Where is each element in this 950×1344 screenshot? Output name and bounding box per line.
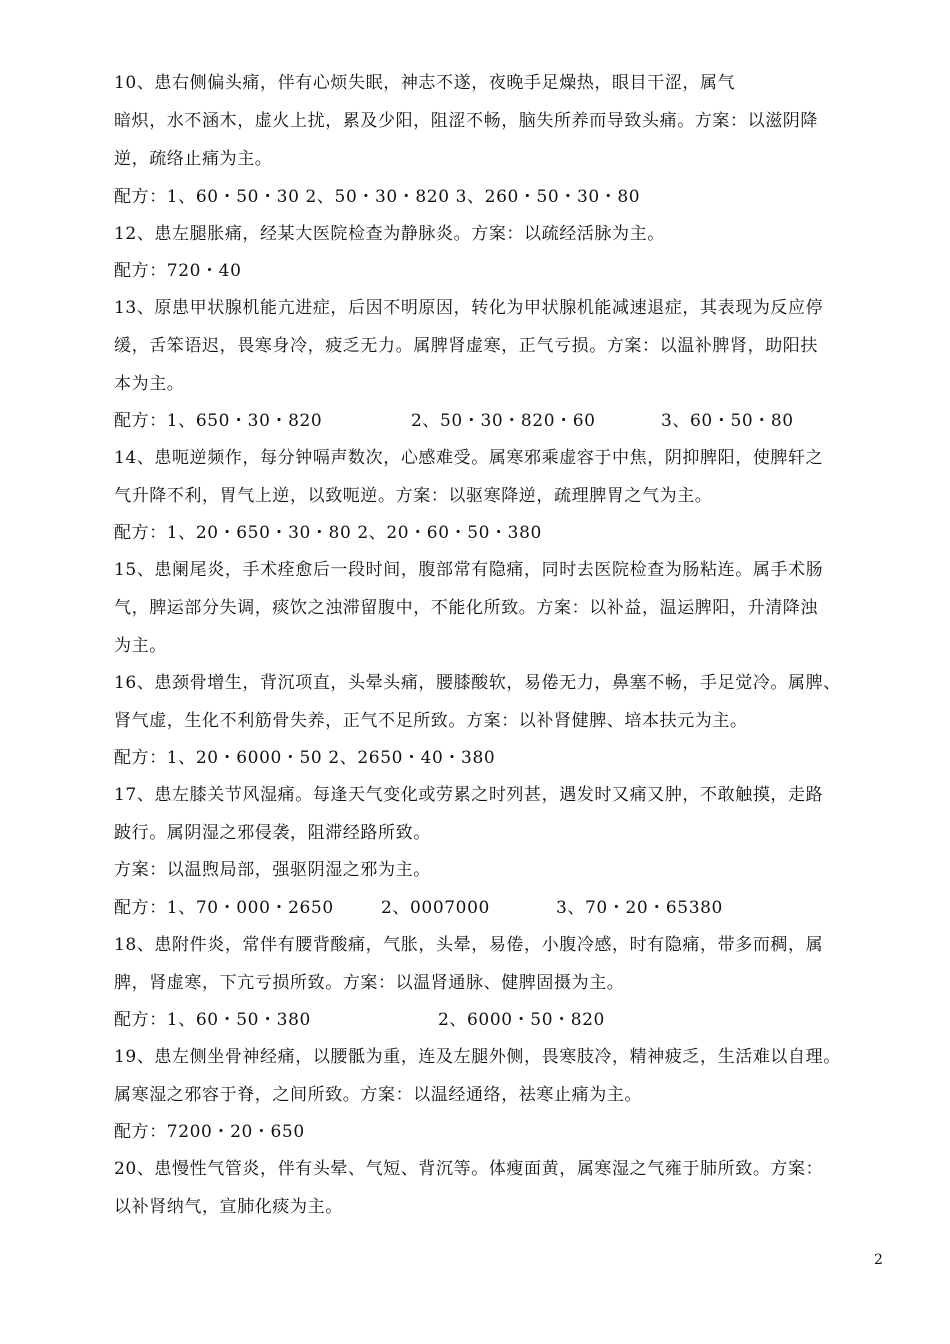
text-line: 为主。 (114, 636, 167, 656)
text-line: 配方：720・40 (114, 261, 242, 281)
text-line: 配方：1、20・650・30・80 2、20・60・50・380 (114, 523, 542, 543)
text-line: 肾气虚，生化不利筋骨失养，正气不足所致。方案：以补肾健脾、培本扶元为主。 (114, 711, 748, 731)
formula-part: 配方：1、70・000・2650 (114, 898, 334, 918)
text-line: 方案：以温煦局部，强驱阴湿之邪为主。 (114, 860, 431, 880)
text-line: 19、患左侧坐骨神经痛，以腰骶为重，连及左腿外侧，畏寒肢冷，精神疲乏，生活难以自理。 (114, 1047, 841, 1067)
text-line: 以补肾纳气，宣肺化痰为主。 (114, 1197, 343, 1217)
text-line: 脾，肾虚寒，下亢亏损所致。方案：以温肾通脉、健脾固摄为主。 (114, 973, 625, 993)
text-line: 暗炽，水不涵木，虚火上扰，累及少阳，阻涩不畅，脑失所养而导致头痛。方案：以滋阴降 (114, 111, 818, 131)
text-line: 14、患呃逆频作，每分钟嗝声数次，心感难受。属寒邪乘虚容于中焦，阴抑脾阳，使脾轩之 (114, 448, 824, 468)
formula-part: 2、0007000 (381, 898, 490, 918)
text-line: 17、患左膝关节风湿痛。每逢天气变化或劳累之时列甚，遇发时又痛又肿，不敢触摸，走路 (114, 785, 824, 805)
text-line: 配方：1、20・6000・50 2、2650・40・380 (114, 748, 496, 768)
text-line: 16、患颈骨增生，背沉项直，头晕头痛，腰膝酸软，易倦无力，鼻塞不畅，手足觉冷。属脾、 (114, 673, 841, 693)
text-line: 气，脾运部分失调，痰饮之浊滞留腹中，不能化所致。方案：以补益，温运脾阳，升清降浊 (114, 598, 818, 618)
text-line: 20、患慢性气管炎，伴有头晕、气短、背沉等。体瘦面黄，属寒湿之气雍于肺所致。方案： (114, 1159, 824, 1179)
page-number: 2 (874, 1252, 883, 1268)
text-line: 配方：7200・20・650 (114, 1122, 305, 1142)
formula-part: 2、6000・50・820 (438, 1010, 605, 1030)
text-line: 属寒湿之邪容于脊，之间所致。方案：以温经通络，祛寒止痛为主。 (114, 1085, 642, 1105)
text-line: 本为主。 (114, 374, 185, 394)
text-line: 13、原患甲状腺机能亢进症，后因不明原因，转化为甲状腺机能减速退症，其表现为反应停 (114, 298, 824, 318)
formula-part: 配方：1、60・50・380 (114, 1010, 311, 1030)
text-line: 15、患阑尾炎，手术痊愈后一段时间，腹部常有隐痛，同时去医院检查为肠粘连。属手术肠 (114, 560, 824, 580)
formula-line-17 (114, 896, 894, 920)
text-line: 10、患右侧偏头痛，伴有心烦失眠，神志不遂，夜晚手足燥热，眼目干涩，属气 (114, 73, 736, 93)
formula-part: 配方：1、650・30・820 (114, 411, 323, 431)
text-line: 12、患左腿胀痛，经某大医院检查为静脉炎。方案：以疏经活脉为主。 (114, 224, 665, 244)
text-line: 气升降不利，胃气上逆，以致呃逆。方案：以驱寒降逆，疏理脾胃之气为主。 (114, 486, 713, 506)
text-line: 配方：1、60・50・30 2、50・30・820 3、260・50・30・80 (114, 187, 641, 207)
formula-part: 3、60・50・80 (661, 411, 794, 431)
formula-line-18 (114, 1008, 894, 1032)
text-line: 18、患附件炎，常伴有腰背酸痛，气胀，头晕，易倦，小腹冷感，时有隐痛，带多而稠，属 (114, 935, 824, 955)
text-line: 跛行。属阴湿之邪侵袭，阻滞经路所致。 (114, 823, 431, 843)
text-line: 缓，舌笨语迟，畏寒身冷，疲乏无力。属脾肾虚寒，正气亏损。方案：以温补脾肾，助阳扶 (114, 336, 818, 356)
formula-line-13 (114, 409, 894, 433)
text-line: 逆，疏络止痛为主。 (114, 149, 273, 169)
formula-part: 2、50・30・820・60 (411, 411, 596, 431)
formula-part: 3、70・20・65380 (556, 898, 723, 918)
